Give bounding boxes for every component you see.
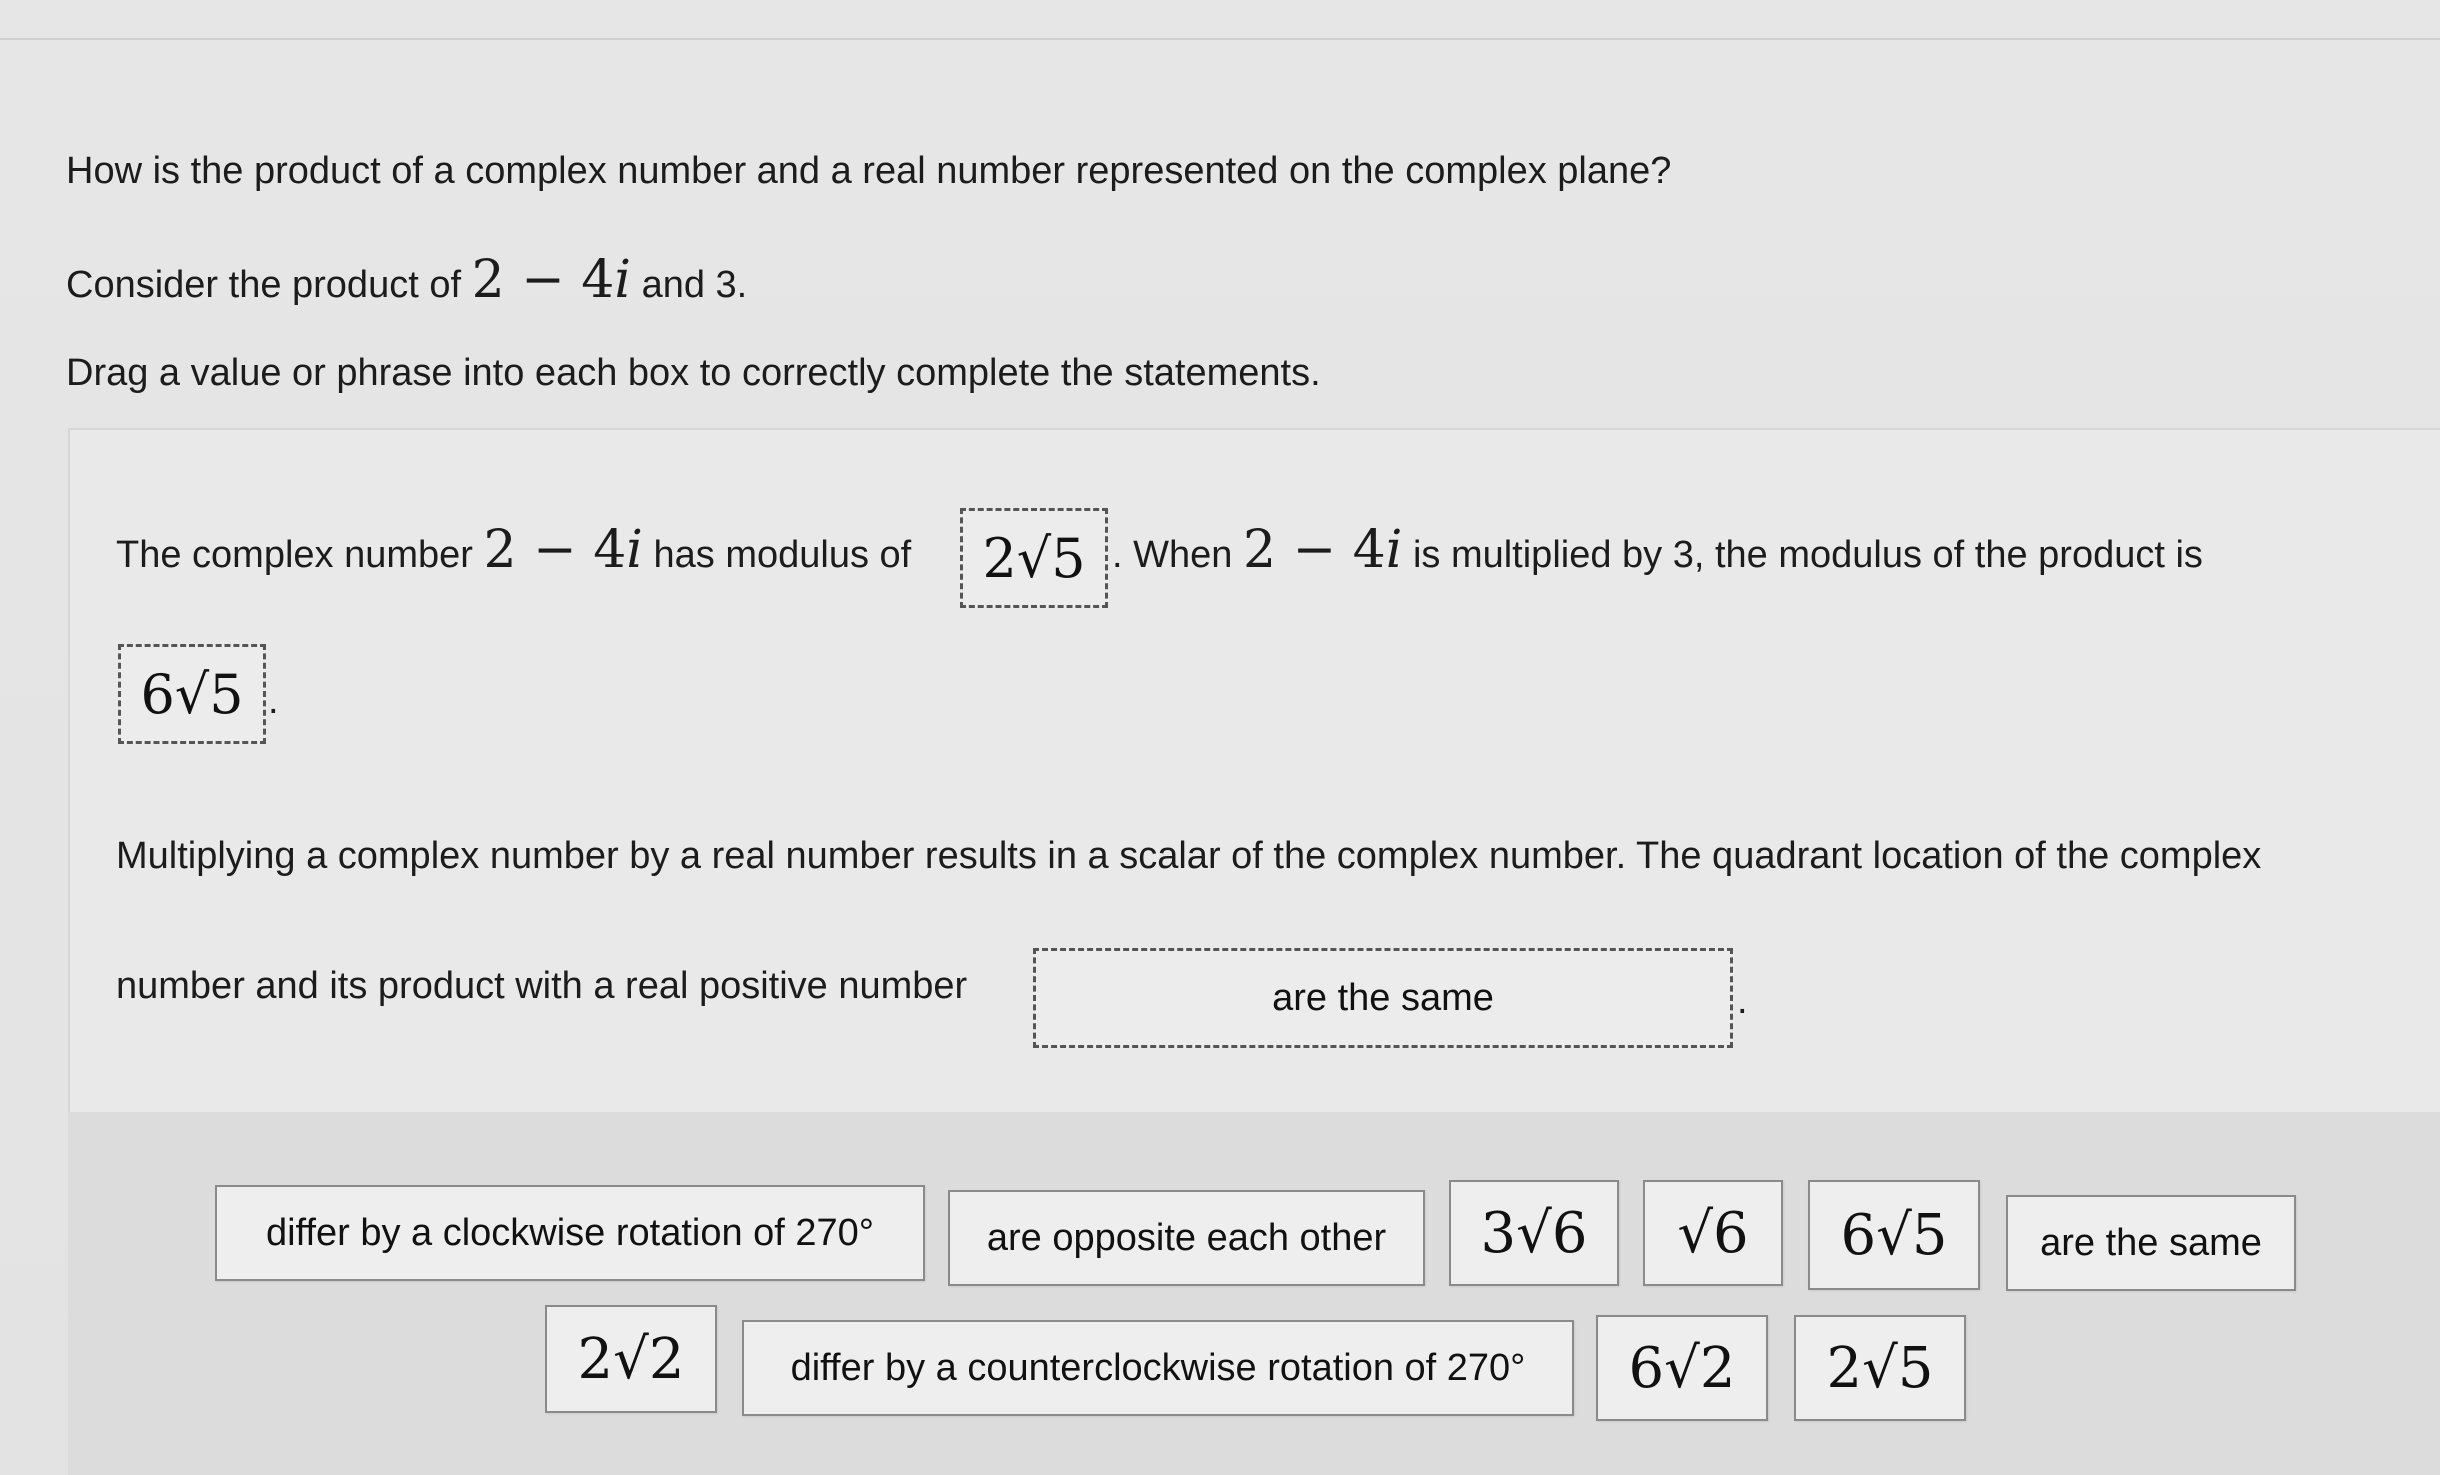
instructions: Drag a value or phrase into each box to correctly complete the statements. [66,352,1321,394]
context-expression: 2 − 4𝑖 [471,250,632,310]
statement-1 [116,520,911,580]
statement-1-continued [1112,520,2203,580]
question-title: How is the product of a complex number and a real number represented on the complex plane? [66,150,1672,192]
statement-2-period: . [268,680,279,722]
statement-1-text-c: . When [1112,534,1233,576]
statement-1-text-d: is multiplied by 3, the modulus of the product is [1412,534,2203,576]
tile-6-root-5[interactable]: 6√5 [1808,1180,1980,1290]
statement-1-text-a: The complex number [116,534,473,576]
answer-bank [68,1112,2440,1475]
top-divider [0,38,2440,40]
tile-6-root-2[interactable]: 6√2 [1596,1315,1768,1421]
drop-box-modulus[interactable]: 2√5 [960,508,1108,608]
context-suffix: and 3. [641,264,748,306]
tile-root-6[interactable]: √6 [1643,1180,1783,1286]
tile-opposite[interactable]: are opposite each other [948,1190,1425,1286]
context-prefix: Consider the product of [66,264,462,306]
statement-1-text-b: has modulus of [653,534,912,576]
tile-2-root-2[interactable]: 2√2 [545,1305,717,1413]
statement-4-period: . [1737,980,1748,1022]
statement-3: Multiplying a complex number by a real number results in a scalar of the complex number. The quadrant location of the complex [116,835,2262,877]
drop-box-quadrant[interactable]: are the same [1033,948,1733,1048]
statement-4: number and its product with a real positive number [116,965,968,1007]
tile-are-the-same[interactable]: are the same [2006,1195,2296,1291]
statement-1-expression: 2 − 4𝑖 [483,520,643,580]
tile-3-root-6[interactable]: 3√6 [1449,1180,1619,1286]
tile-counterclockwise-rotation[interactable]: differ by a counterclockwise rotation of 270° [742,1320,1574,1416]
tile-clockwise-rotation[interactable]: differ by a clockwise rotation of 270° [215,1185,925,1281]
drop-box-product-modulus[interactable]: 6√5 [118,644,266,744]
question-context [66,250,747,310]
statement-1-expression-2: 2 − 4𝑖 [1242,520,1403,580]
tile-2-root-5[interactable]: 2√5 [1794,1315,1966,1421]
